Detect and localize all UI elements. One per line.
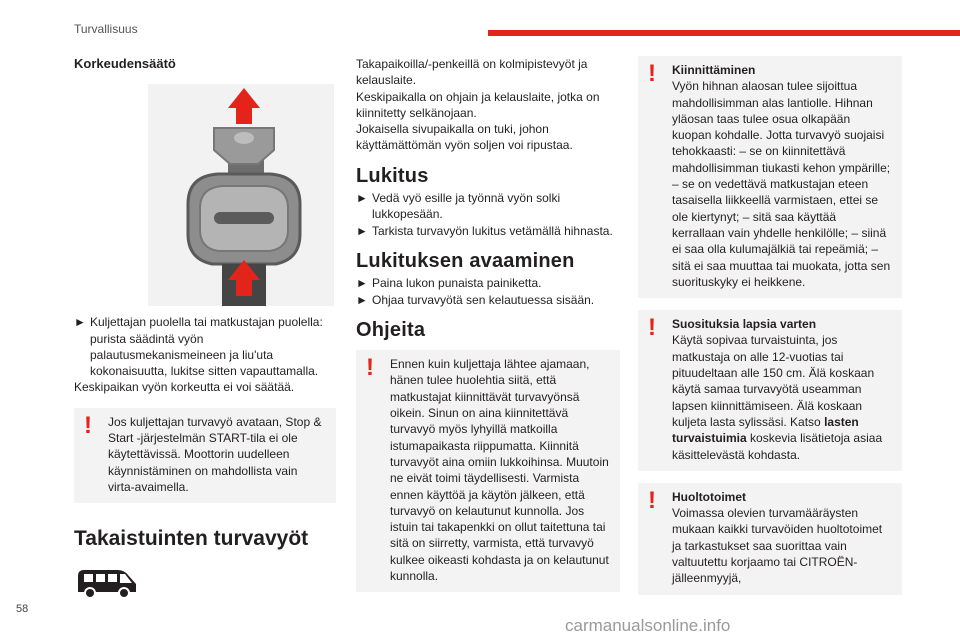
step-item	[356, 190, 620, 223]
step-text: Paina lukon punaista painiketta.	[372, 276, 542, 291]
warning-text-part: Käytä sopivaa turvaistuinta, jos matkustaja on alle 12-vuotias tai pituudeltaan alle 150 cm. Älä koskaan käytä samaa turvavyötä useamman lapsen kiinnittämiseen. Älä koskaan kuljeta lasta sylissäsi. Katso	[672, 333, 875, 429]
warning-icon: !	[648, 486, 656, 514]
lukitus-heading: Lukitus	[356, 164, 429, 187]
column-1	[74, 56, 336, 604]
warning-text: Voimassa olevien turvamääräysten mukaan kaikki turvavöiden huoltotoimet ja tarkastukset saa suorittaa vain valtuutettu korjaamo tai CITROËN-jälleenmyyjä,	[672, 506, 883, 586]
step-text: Vedä vyö esille ja työnnä vyön solki lukkopesään.	[372, 191, 561, 222]
column-2	[356, 56, 620, 592]
step-item	[356, 275, 620, 291]
warning-icon: !	[84, 411, 92, 439]
warning-box	[638, 310, 902, 471]
warning-title: Kiinnittäminen	[672, 63, 756, 77]
warning-text: Jos kuljettajan turvavyö avataan, Stop & Start -järjestelmän START-tila ei ole käytettävissä. Moottorin uudelleen käynnistäminen on mahdollista vain virta-avaimella.	[108, 414, 322, 494]
warning-icon: !	[648, 60, 656, 87]
header-accent-bar	[488, 30, 960, 36]
warning-box	[638, 56, 902, 298]
bullet-arrow-icon: ►	[356, 223, 368, 238]
seatbelt-height-illustration	[148, 84, 334, 306]
step-text: Kuljettajan puolella tai matkustajan puolella: purista säädintä vyön palautusmekanismeineen ja liu'uta kokonaisuutta, lukitse sitten vapauttamalla.	[90, 315, 323, 379]
bullet-arrow-icon: ►	[356, 276, 368, 291]
bullet-arrow-icon: ►	[356, 191, 368, 206]
warning-text: Vyön hihnan alaosan tulee sijoittua mahdollisimman alas lantiolle. Hihnan yläosan taas tulee osua olkapään kuopan kohdalle. Jotta turvavyö suojaisi tehokkaasti: – se on kiinnitettävä mahdollisimman tiukasti kehon ympärille; – se on vedettävä matkustajan eteen tasaisella liikkeellä varmistaen, ettei se ole kiertynyt; – sitä saa käyttää kerrallaan vain yhdelle henkilölle; – siinä ei saa olla kulumajälkiä tai repeämiä; – sitä ei saa muuttaa tai muokata, jotta sen suorituskyky ei heikkene.	[672, 79, 891, 289]
intro-line: Keskipaikalla on ohjain ja kelauslaite, jotka on kiinnitetty selkänojaan.	[356, 89, 600, 120]
ohjeita-heading: Ohjeita	[356, 318, 426, 341]
warning-box	[74, 408, 336, 503]
step-item	[356, 223, 620, 239]
van-icon	[74, 566, 140, 600]
warning-text-bold: lasten turvaistuimia	[672, 414, 859, 446]
bullet-arrow-icon: ►	[74, 315, 86, 330]
bullet-arrow-icon: ►	[356, 292, 368, 307]
intro-line: Takapaikoilla/-penkeillä on kolmipistevyöt ja kelauslaite.	[356, 57, 588, 88]
warning-icon: !	[366, 354, 374, 382]
note-text: Keskipaikan vyön korkeutta ei voi säätää.	[74, 380, 295, 395]
warning-icon: !	[648, 314, 656, 342]
belt-adjuster-icon	[148, 84, 334, 306]
step-text: Ohjaa turvavyötä sen kelautuessa sisään.	[372, 292, 595, 307]
intro-line: Jokaisella sivupaikalla on tuki, johon käyttämättömän vyön soljen voi ripustaa.	[356, 122, 573, 153]
warning-title: Suosituksia lapsia varten	[672, 317, 817, 332]
section-title: Turvallisuus	[74, 22, 138, 36]
rear-belts-heading: Takaistuinten turvavyöt	[74, 527, 309, 551]
height-adjust-heading: Korkeudensäätö	[74, 56, 176, 71]
warning-text-part: koskevia lisätietoja asiaa käsittelevästä kohdasta.	[672, 431, 883, 462]
step-text: Tarkista turvavyön lukitus vetämällä hihnasta.	[372, 223, 613, 238]
step-item	[356, 292, 620, 308]
warning-title: Huoltotoimet	[672, 489, 746, 504]
warning-box	[356, 350, 620, 592]
warning-text: Ennen kuin kuljettaja lähtee ajamaan, hänen tulee huolehtia siitä, että matkustajat kiinnittävät turvavyönsä oikein. Sinun on aina kiinnitettävä turvavyö myös lyhyillä matkoilla istumapaikasta riippumatta. Kiinnitä turvavyöt aina omiin lukkoihinsa. Muutoin ne eivät toimi täydellisesti. Varmista ennen käyttöä ja käytön jälkeen, että turvavyö on kelautunut kunnolla. Jos istuin tai takapenkki on ollut taitettuna tai sitä on siirretty, varmista, että turvavyö kulkee oikeasti kohdasta ja on kelautunut kunnolla.	[390, 357, 609, 584]
page-number: 58	[16, 603, 29, 615]
column-3	[638, 56, 902, 595]
step-item	[74, 314, 336, 379]
avaaminen-heading: Lukituksen avaaminen	[356, 249, 575, 272]
warning-box	[638, 483, 902, 595]
warning-text	[648, 332, 892, 462]
watermark: carmanualsonline.info	[565, 616, 731, 635]
